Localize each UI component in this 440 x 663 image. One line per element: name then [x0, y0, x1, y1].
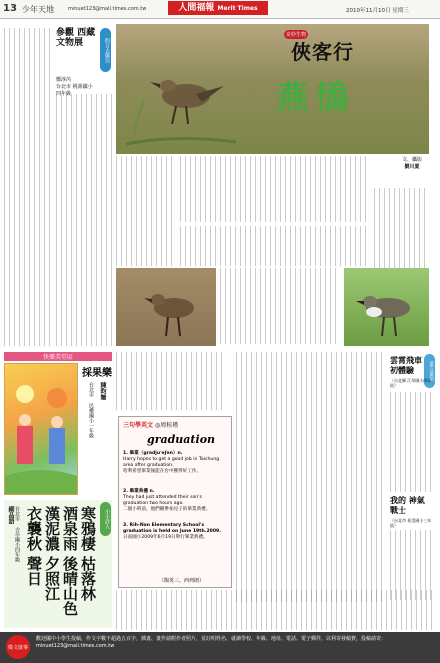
story2-author: （台北市 景美國小三年級） — [390, 518, 432, 528]
poem-line-1: 寒鴉棲 — [79, 506, 97, 551]
lesson-item-1 — [123, 451, 227, 475]
byline-label: 文、攝影 — [401, 157, 422, 163]
bird-photo-2 — [116, 268, 216, 346]
poem-line-2: 枯落林 — [79, 556, 97, 601]
feature-subtitle: 燕鴴 — [276, 78, 357, 116]
poem-line-7: 衣襲秋 — [25, 506, 43, 551]
poem-line-4: 後晴山色 — [61, 556, 79, 616]
feature-text-col-2 — [180, 156, 370, 222]
submission-stamp-text: 徵文啟事 — [7, 644, 28, 651]
newspaper-name-en: Merit Times — [217, 5, 258, 12]
poem-line-8: 聲日 — [25, 556, 43, 586]
newspaper-name: 人間福報 — [178, 3, 215, 13]
page-header — [0, 0, 440, 19]
bird-photo-illustration — [116, 24, 429, 154]
feature-text-col-1 — [116, 156, 176, 266]
section-badge-left: 假日去哪兒 — [100, 28, 111, 72]
lesson-item-3-label: 3. Rih-Nan Elementary School's graduation is held on June 19th.2009. — [123, 523, 221, 534]
middle-text-top — [116, 352, 226, 410]
article-title-tibet — [56, 28, 96, 74]
lesson-item-1-zh: 哈利希望畢業後能在台中獲得好工作。 — [123, 469, 202, 474]
article-text-block — [4, 28, 52, 346]
lesson-item-3-zh: 日南國小2009年6月19日舉行畢業典禮。 — [123, 535, 208, 540]
feature-title: 俠客行 — [291, 40, 354, 64]
bottom-text-strip — [116, 590, 436, 630]
english-lesson-box — [118, 416, 232, 588]
right-badge: 童言童語 — [424, 354, 435, 388]
art-author-school: 台北市 民權國小一年級 — [88, 382, 94, 438]
poem-author-school: 台北市 古亭國小四年級 — [14, 506, 20, 562]
lesson-item-2-zh: 二個小時前，他們剛參加兒子的畢業典禮。 — [123, 507, 211, 512]
right-column — [390, 352, 436, 602]
art-title: 採果樂 — [82, 368, 112, 379]
story1-title: 雲霄飛車 初體驗 — [390, 356, 422, 375]
article-title: 參觀 西藏文物展 — [56, 28, 96, 48]
poem-body — [24, 506, 96, 624]
story1-author: （台北縣 江翠國小四年級） — [390, 378, 432, 388]
lesson-item-2 — [123, 489, 227, 513]
art-section-badge: 快樂美勞區 — [4, 352, 112, 361]
feature-article — [116, 156, 429, 346]
feature-section-tag: 奇妙生物 — [286, 32, 307, 38]
child-drawing — [4, 363, 78, 495]
feature-photo — [116, 24, 429, 154]
left-column — [4, 24, 112, 349]
story2-title: 我的 神氣戰士 — [390, 496, 425, 515]
lesson-item-2-label: 2. 畢業典禮 n. — [123, 489, 155, 494]
page-number: 13 — [3, 3, 17, 14]
art-section — [4, 352, 112, 497]
lesson-author: ◎周桂瑾 — [154, 422, 179, 429]
poem-author: 細品語 — [7, 506, 14, 524]
lesson-title: 三句學英文 — [123, 422, 154, 429]
lesson-item-1-label: 1. 畢業（gradjuˈeʃən）n. — [123, 451, 183, 456]
lesson-header — [123, 420, 227, 430]
feature-text-col-3 — [180, 226, 370, 266]
poem-section — [4, 500, 112, 628]
section-name: 少年天地 — [22, 5, 54, 14]
feature-text-col-5 — [220, 268, 340, 344]
lesson-word: graduation — [147, 433, 216, 446]
author-school: 台北市 桃源國小四年級 — [56, 84, 93, 97]
contact-email[interactable]: minuet123@mail.times.com.tw — [68, 6, 147, 12]
feature-byline — [398, 156, 426, 186]
submission-stamp — [6, 635, 30, 659]
article-text-block-lower — [56, 94, 112, 346]
lesson-item-1-en: Harry hopes to get a good job in Taichung area after graduation. — [123, 457, 220, 468]
lesson-footer-note: （陶英三、西列朗） — [159, 578, 205, 584]
page-footer — [0, 632, 440, 663]
poem-line-3: 酒泉雨 — [61, 506, 79, 551]
poem-badge: 小小詩人 — [100, 502, 111, 536]
poem-line-5: 漢泥濃 — [43, 506, 61, 551]
byline-name: 劉川夏 — [404, 164, 420, 170]
issue-date: 2010年11月10日 星期三 — [346, 8, 409, 14]
lesson-item-2-en: They had just attended their son's graduation two hours ago. — [123, 495, 202, 506]
bird-photo-3 — [344, 268, 429, 346]
middle-text-right — [236, 352, 386, 602]
story1-text — [390, 392, 434, 492]
lesson-item-3 — [123, 523, 227, 541]
author-name: 鄭淳芮 — [56, 77, 72, 83]
submission-notice: 歡迎國中小學生投稿，作文字數不超過五百字，插畫、畫作請附作者照片，並註明姓名、就讀學校、年級、地址、電話、電子郵件，以利寄發稿費，投稿請寄：minuet123@mail.times.com.tw — [36, 636, 387, 649]
feature-text-col-4 — [374, 188, 426, 268]
article-author — [56, 76, 96, 97]
newspaper-logo — [168, 1, 268, 15]
poem-line-6: 夕照江 — [43, 556, 61, 601]
art-author: 陳昀姍 — [99, 382, 106, 400]
